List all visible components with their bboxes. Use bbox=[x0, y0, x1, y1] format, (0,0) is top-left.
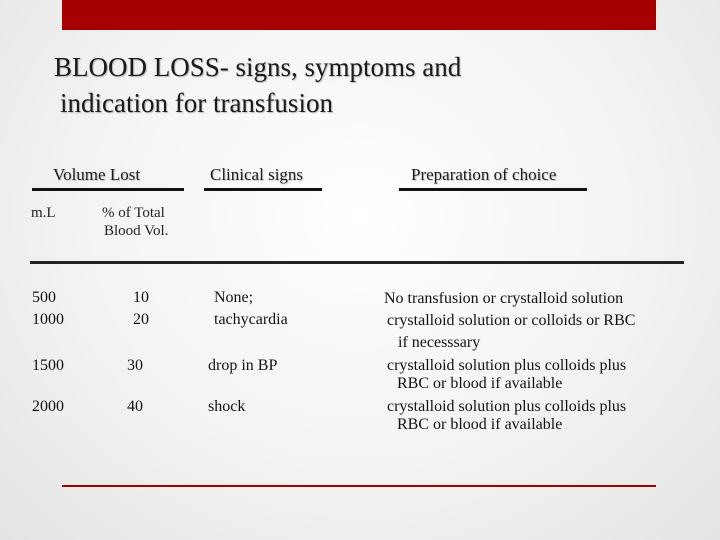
subheader-percent-line-2: Blood Vol. bbox=[104, 223, 169, 239]
top-accent-bar bbox=[62, 0, 656, 30]
header-rule-preparation bbox=[399, 188, 587, 191]
row-3-preparation-line-2: RBC or blood if available bbox=[397, 375, 563, 392]
bottom-accent-rule bbox=[62, 485, 656, 487]
subheader-ml: m.L bbox=[31, 205, 56, 221]
slide-title-line-1: BLOOD LOSS- signs, symptoms and bbox=[54, 52, 462, 82]
row-1-percent: 10 bbox=[133, 289, 149, 306]
row-4-percent: 40 bbox=[127, 398, 143, 415]
row-3-clinical-sign: drop in BP bbox=[208, 357, 278, 374]
row-1-ml: 500 bbox=[32, 289, 56, 306]
row-1-clinical-sign: None; bbox=[214, 289, 254, 306]
header-volume-lost: Volume Lost bbox=[53, 165, 141, 184]
row-2-ml: 1000 bbox=[32, 311, 64, 328]
header-preparation: Preparation of choice bbox=[411, 165, 557, 184]
row-2-percent: 20 bbox=[133, 311, 149, 328]
header-rule-clinical bbox=[204, 188, 322, 191]
row-4-preparation-line-1: crystalloid solution plus colloids plus bbox=[387, 398, 627, 415]
row-3-percent: 30 bbox=[127, 357, 143, 374]
row-4-preparation-line-2: RBC or blood if available bbox=[397, 416, 563, 433]
row-2-clinical-sign: tachycardia bbox=[214, 311, 288, 328]
row-3-preparation-line-1: crystalloid solution plus colloids plus bbox=[387, 357, 627, 374]
header-rule-volume bbox=[32, 188, 184, 191]
row-2-preparation-line-2: if necesssary bbox=[398, 334, 481, 351]
header-clinical-signs: Clinical signs bbox=[210, 165, 304, 184]
slide-title-line-2: indication for transfusion bbox=[60, 88, 333, 118]
row-2-preparation-line-1: crystalloid solution or colloids or RBC bbox=[387, 312, 636, 329]
row-1-preparation: No transfusion or crystalloid solution bbox=[384, 290, 624, 307]
table-divider bbox=[30, 261, 684, 264]
row-3-ml: 1500 bbox=[32, 357, 64, 374]
row-4-ml: 2000 bbox=[32, 398, 64, 415]
row-4-clinical-sign: shock bbox=[208, 398, 246, 415]
subheader-percent-line-1: % of Total bbox=[102, 205, 165, 221]
